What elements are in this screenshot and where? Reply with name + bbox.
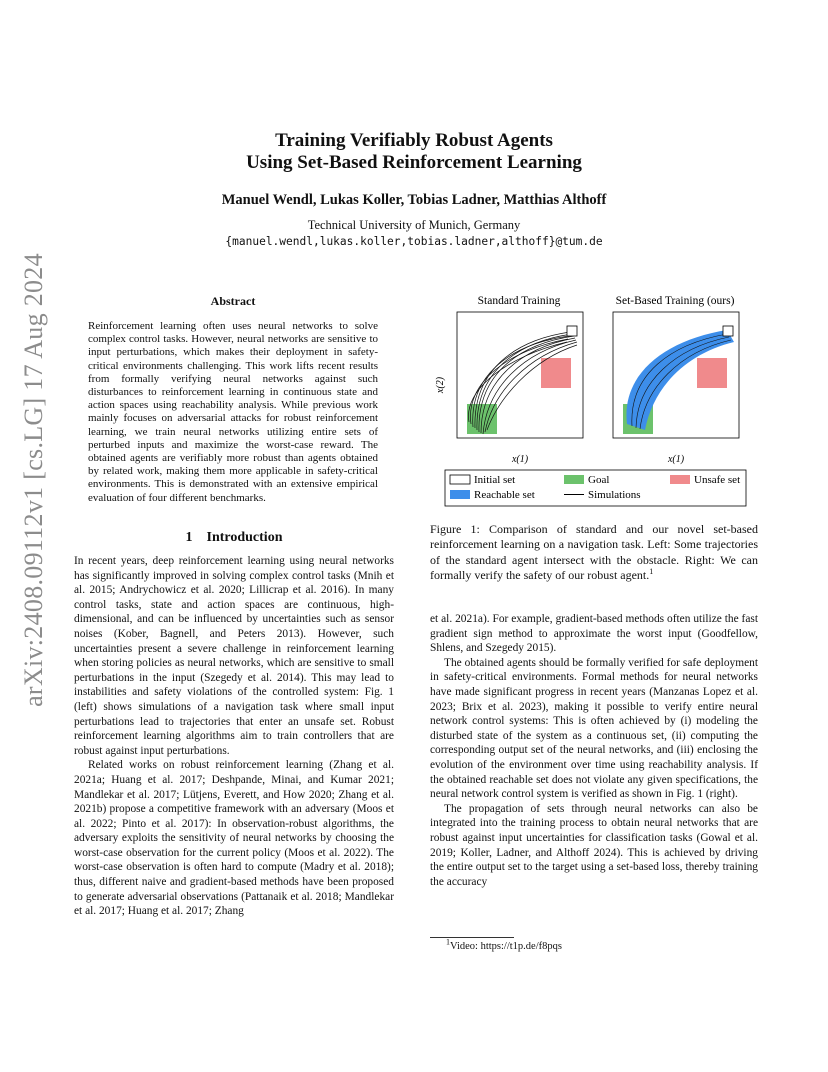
legend-unsafe-set-swatch <box>670 475 690 484</box>
initial-set-right <box>723 326 733 336</box>
legend-reachable-set-swatch <box>450 490 470 499</box>
figure-caption <box>430 522 758 584</box>
arxiv-stamp-text: arXiv:2408.09112v1 [cs.LG] 17 Aug 2024 <box>19 253 48 707</box>
legend-reachable-set: Reachable set <box>474 489 535 501</box>
panel-left <box>457 312 583 438</box>
title-line-2: Using Set-Based Reinforcement Learning <box>246 152 582 173</box>
figure-legend <box>445 470 746 506</box>
affiliation: Technical University of Munich, Germany <box>307 218 521 232</box>
unsafe-set-left <box>541 358 571 388</box>
right-paragraph-2: The obtained agents should be formally verified for safe deployment in safety-critical environments. Formal methods for neural networks have made significant progress in recent years (Manzanas Lopez et al. 2023; Brix et al. 2023), making it possible to verify entire neural network control systems: This is often achieved by (i) modeling the disturbed state of the system as a continuous set, (ii) computing the corresponding output set of the neural networks, and (iii) enclosing the evolution of the environment over time using reachability analysis. If the obtained reachable set does not violate any given specifications, the neural network control system is verified as shown in Fig. 1 (right). <box>430 656 758 801</box>
legend-goal-swatch <box>564 475 584 484</box>
initial-set-left <box>567 326 577 336</box>
legend-goal: Goal <box>588 474 610 486</box>
caption-text: Figure 1: Comparison of standard and our novel set-based reinforcement learning on a navigation task. Left: Some trajectories of the standard agent intersect with the obstacle. Right: We can formally verify the safety of our robust agent. <box>430 522 758 583</box>
footnote-text: Video: https://t1p.de/f8pqs <box>450 941 562 952</box>
panel-left-title: Standard Training <box>477 295 561 307</box>
right-paragraph-1: et al. 2021a). For example, gradient-based methods often utilize the fast gradient sign method to approximate the worst input (Goodfellow, Shlens, and Szegedy 2015). <box>430 613 758 655</box>
x-axis-label-left: x(1) <box>511 454 529 465</box>
footnote-mark: 1 <box>446 937 450 947</box>
abstract-text: Reinforcement learning often uses neural networks to solve complex control tasks. However, neural networks are sensitive to input perturbations, which makes their deployment in safety-critical environments challenging. This work lifts recent results from formally verifying neural networks against such disturbances to reinforcement learning in continuous state and action spaces using reachability analysis. While previous work mainly focuses on adversarial attacks for robust reinforcement learning, we train neural networks utilizing entire sets of perturbed inputs and maximize the worst-case reward. The obtained agents are verifiably more robust than agents obtained by related work, making them more applicable in safety-critical environments. This is demonstrated with an extensive empirical evaluation of four different benchmarks. <box>88 320 378 504</box>
intro-paragraph-1: In recent years, deep reinforcement learning using neural networks has significantly improved in solving complex control tasks (Mnih et al. 2015; Andrychowicz et al. 2020; Lillicrap et al. 2016). In many control tasks, state and action spaces are continuous, high-dimensional, and can be influenced by uncertainties such as sensor noises (Kober, Bagnell, and Peters 2013). However, such uncertainties present a severe challenge in reinforcement learning when storing policies as neural networks, which are sensitive to small perturbations in the input (Szegedy et al. 2014). This may lead to instabilities and safety violations of the controlled system: Fig. 1 (left) shows simulations of a navigation task where small input perturbations lead to trajectories that enter an unsafe set. Robust reinforcement learning algorithms aim to train controllers that are robust against input perturbations. <box>74 555 394 757</box>
unsafe-set-right <box>697 358 727 388</box>
abstract-heading: Abstract <box>210 294 256 308</box>
legend-initial-set-swatch <box>450 475 470 484</box>
title-line-1: Training Verifiably Robust Agents <box>275 130 553 151</box>
right-column <box>430 612 758 889</box>
legend-simulations: Simulations <box>588 489 641 501</box>
section-heading <box>74 530 394 546</box>
section-number: 1 <box>185 530 193 545</box>
footnote-divider <box>430 937 514 938</box>
intro-paragraph-2: Related works on robust reinforcement learning (Zhang et al. 2021a; Huang et al. 2017; Deshpande, Minai, and Kumar 2021; Mandlekar et al. 2017; Lütjens, Everett, and How 2020; Zhang et al. 2021b) propose a competitive framework with an adversary (Moos et al. 2022; Pinto et al. 2017): In observation-robust algorithms, the adversary exploits the sensitivity of neural networks by choosing the worst-case observation for the current policy (Moos et al. 2022). The worst-case observation is often hard to compute (Madry et al. 2018); thus, different naive and gradient-based methods have been proposed to generate adversarial observations (Pattanaik et al. 2018; Mandlekar et al. 2017; Huang et al. 2017; Zhang <box>74 759 394 918</box>
y-axis-label: x(2) <box>435 376 446 394</box>
arxiv-stamp <box>12 253 56 707</box>
panel-right <box>613 312 739 438</box>
caption-footnote-mark: 1 <box>649 567 654 577</box>
panel-right-title: Set-Based Training (ours) <box>615 295 735 307</box>
figure-1-svg <box>430 290 760 510</box>
figure-1 <box>430 290 760 510</box>
legend-unsafe-set: Unsafe set <box>694 474 741 486</box>
left-column <box>74 554 394 919</box>
legend-initial-set: Initial set <box>474 474 516 486</box>
paper-title <box>0 130 828 174</box>
section-title: Introduction <box>206 530 283 545</box>
footnote <box>446 937 562 952</box>
x-axis-label-right: x(1) <box>667 454 685 465</box>
author-emails: {manuel.wendl,lukas.koller,tobias.ladner,althoff}@tum.de <box>225 235 603 248</box>
author-list: Manuel Wendl, Lukas Koller, Tobias Ladner, Matthias Althoff <box>221 192 607 208</box>
right-paragraph-3: The propagation of sets through neural networks can also be integrated into the training process to obtain neural networks that are robust against input uncertainties for classification tasks (Gowal et al. 2019; Koller, Ladner, and Althoff 2024). This is achieved by driving the entire output set to the target using a set-based loss, thereby training the accuracy <box>430 802 758 888</box>
